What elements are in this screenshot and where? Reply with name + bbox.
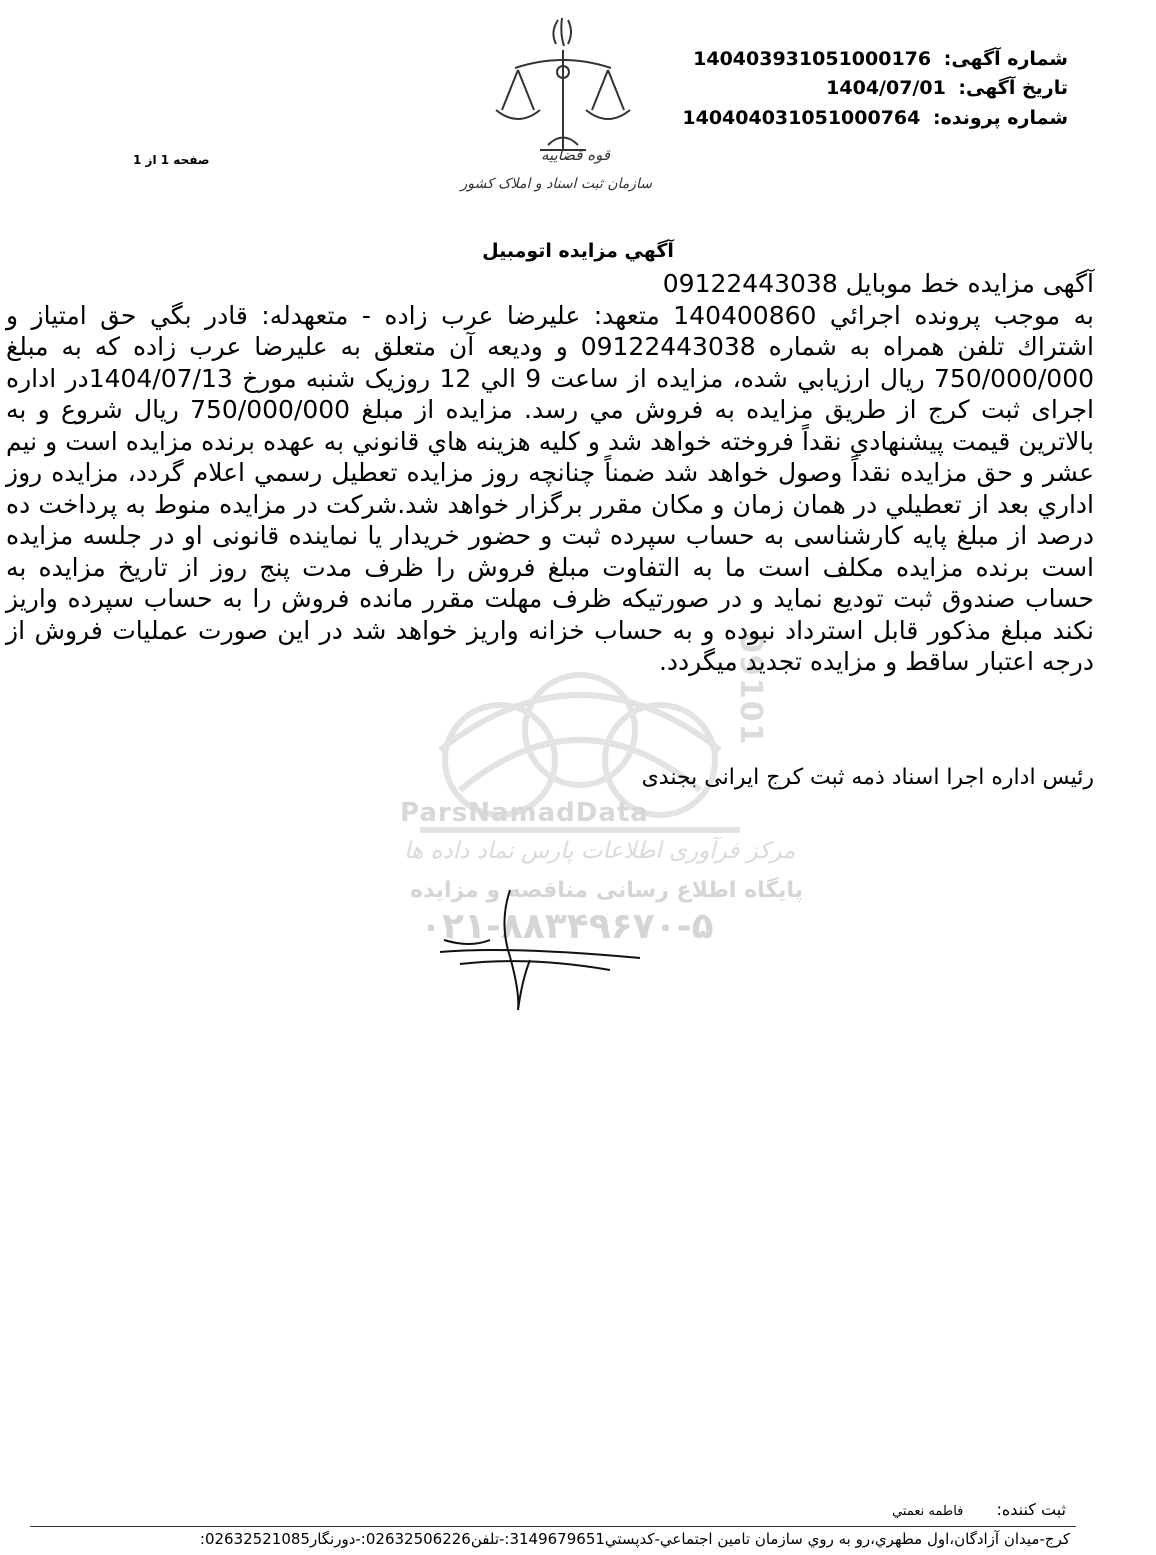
notice-number-row — [693, 48, 1068, 70]
signature — [430, 880, 650, 1020]
file-number-label: شماره پرونده: — [932, 107, 1068, 129]
watermark-brand: ParsNamadData — [400, 798, 649, 828]
signer-title: رئیس اداره اجرا اسناد ذمه ثبت کرج ایرانی بجندی — [641, 765, 1094, 790]
registrar-label: ثبت کننده: — [996, 1500, 1066, 1519]
notice-paragraph: به موجب پرونده اجرائي 140400860 متعهد: عليرضا عرب زاده - متعهدله: قادر بگي حق امتياز و اشتراك تلفن همراه به شماره 09122443038 و وديعه آن متعلق به عليرضا عرب زاده كه به مبلغ 750/000/000 ريال ارزيابي شده، مزايده از ساعت 9 الي 12 روزيک شنبه مورخ 1404/07/13در اداره اجرای ثبت کرج از طريق مزايده به فروش مي رسد. مزايده از مبلغ 750/000/000 ريال شروع و به بالاترين قيمت پيشنهادي نقداً فروخته خواهد شد و کليه هزينه هاي قانوني به عهده برنده مزايده است و نيم عشر و حق مزايده نقداً وصول خواهد شد ضمناً چنانچه روز مزايده تعطيل رسمي اعلام گردد، مزايده روز اداري بعد از تعطيلي در همان زمان و مکان مقرر برگزار خواهد شد.شرکت در مزايده منوط به پرداخت ده درصد از مبلغ پایه کارشناسی به حساب سپرده ثبت و حضور خريدار يا نماينده قانونی او در جلسه مزايده است برنده مزايده مکلف است ما به التفاوت مبلغ فروش را ظرف مدت پنج روز از تاريخ مزايده به حساب صندوق ثبت توديع نمايد و در صورتيکه ظرف مهلت مقرر مانده فروش را به حساب سپرده واريز نکند مبلغ مذکور قابل استرداد نبوده و به حساب خزانه واريز خواهد شد در اين صورت عمليات فروش از درجه اعتبار ساقط و مزايده تجديد ميگردد. — [6, 300, 1095, 676]
watermark-digits: 09101 — [733, 632, 768, 747]
notice-date-label: تاریخ آگهی: — [958, 77, 1068, 99]
watermark-line1: مرکز فرآوری اطلاعات پارس نماد داده ها — [404, 838, 796, 864]
file-number: 140404031051000764 — [682, 107, 921, 129]
emblem-caption: قوه قضاییه — [540, 146, 610, 164]
notice-number-label: شماره آگهی: — [943, 48, 1068, 70]
org-name: سازمان ثبت اسناد و املاک کشور — [460, 176, 652, 192]
notice-date-row — [826, 77, 1068, 99]
registrar — [892, 1500, 1066, 1519]
notice-title: آگهي مزايده اتومبيل — [482, 240, 674, 262]
footer-divider — [30, 1526, 1076, 1527]
registrar-name: فاطمه نعمتي — [892, 1504, 964, 1519]
judiciary-emblem — [460, 10, 680, 200]
page-count: صفحه 1 از 1 — [133, 153, 210, 167]
notice-number: 140403931051000176 — [693, 48, 932, 70]
watermark-line2: پایگاه اطلاع رسانی مناقصه و مزایده — [410, 878, 803, 903]
footer-address: كرج-ميدان آزادگان،اول مطهري،رو به روي سازمان تامين اجتماعي-كدپستي3149679651:-تلفن02632506226:-دورنگار02632521085: — [199, 1530, 1070, 1548]
notice-body — [6, 268, 1094, 678]
notice-date: 1404/07/01 — [826, 77, 946, 99]
notice-lead: آگهی مزایده خط موبایل 09122443038 — [662, 269, 1094, 298]
watermark-phone: ۰۲۱-۸۸۳۴۹۶۷۰-۵ — [420, 906, 714, 947]
file-number-row — [682, 107, 1068, 129]
